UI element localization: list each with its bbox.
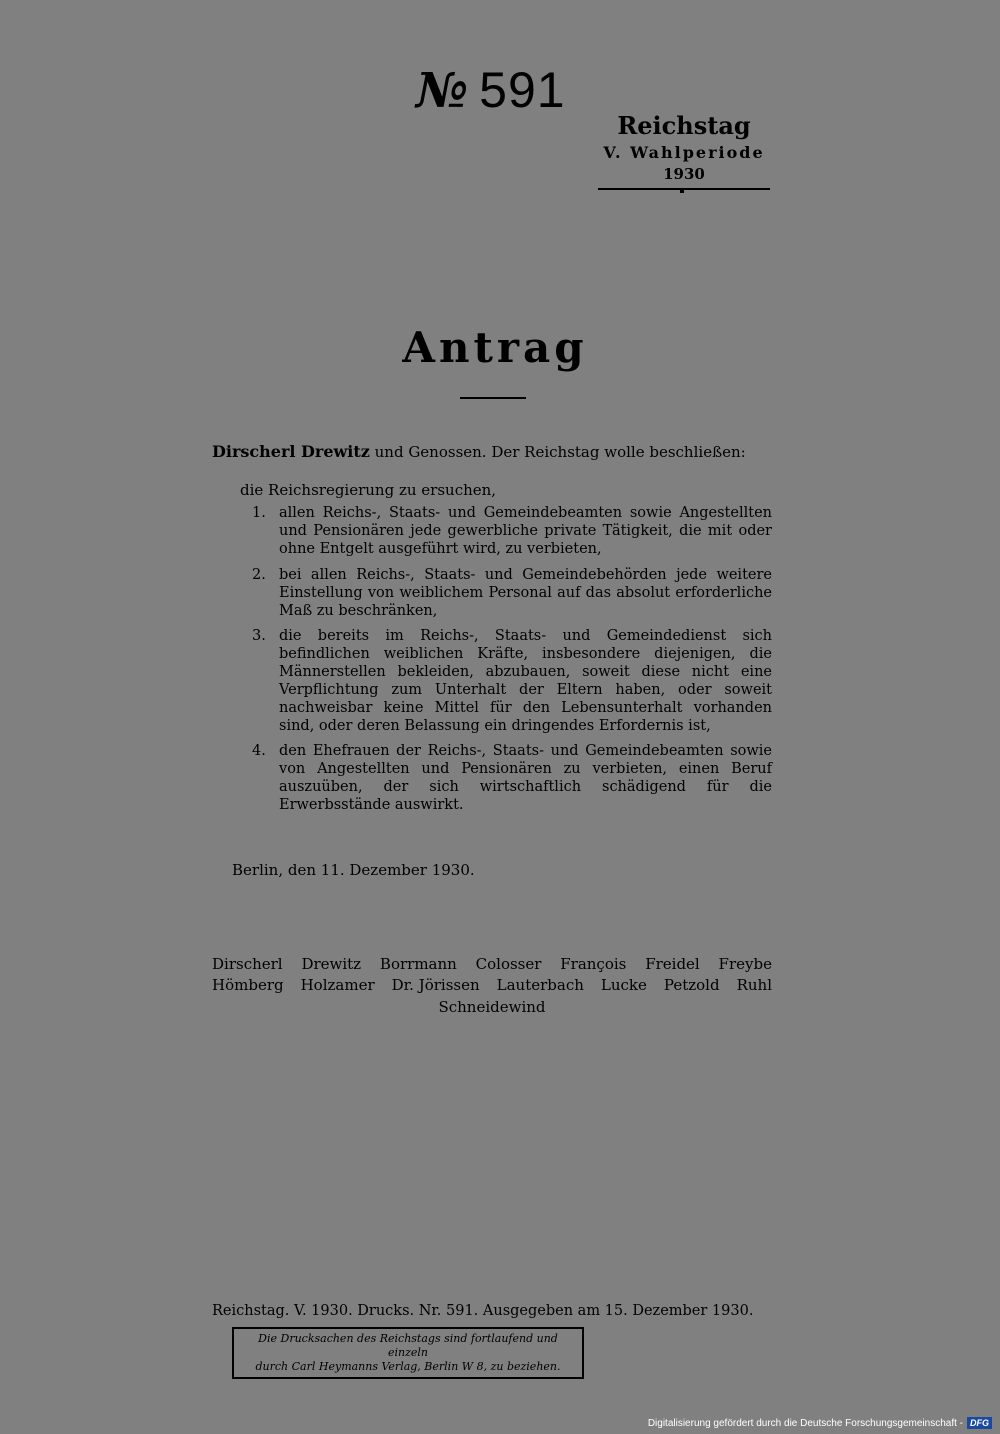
signatory-row bbox=[212, 974, 772, 996]
signatory: Schneidewind bbox=[438, 998, 546, 1016]
distribution-note bbox=[232, 1327, 584, 1379]
item-text: den Ehefrauen der Reichs-, Staats- und Gemeindebeamten sowie von Angestellten und Pensionären zu verbieten, einen Beruf auszuüben, der sich wirtschaftlich schädigend für die Erwerbsstände auswirkt. bbox=[279, 743, 772, 813]
signatory: Lauterbach bbox=[496, 976, 584, 994]
item-number: 1. bbox=[252, 505, 266, 521]
credit-text: Digitalisierung gefördert durch die Deutsche Forschungsgemeinschaft - bbox=[647, 1417, 963, 1429]
signatory: Ruhl bbox=[736, 976, 772, 994]
proposers: Dirscherl Drewitz bbox=[212, 442, 370, 461]
document-title: Antrag bbox=[402, 323, 588, 372]
list-item bbox=[252, 627, 772, 735]
signatory: Lucke bbox=[600, 976, 647, 994]
intro-line bbox=[212, 441, 746, 463]
body-name: Reichstag bbox=[617, 111, 751, 140]
signatory: Colosser bbox=[475, 955, 542, 973]
signatory: Holzamer bbox=[300, 976, 375, 994]
reichstag-header-box bbox=[598, 112, 770, 190]
signatory: Dirscherl bbox=[212, 955, 283, 973]
item-text: die bereits im Reichs-, Staats- und Gemeindedienst sich befindlichen weiblichen Kräfte, insbesondere diejenigen, die Männerstellen bekleiden, abzubauen, soweit diese nicht eine Verpflichtung zum Unterhalt der Eltern haben, oder soweit nachweisbar keine Mittel für den Lebensunterhalt vorhanden sind, oder deren Belassung ein dringendes Erfordernis ist, bbox=[279, 628, 772, 734]
request-intro: die Reichsregierung zu ersuchen, bbox=[240, 481, 497, 499]
digitization-credit bbox=[648, 1417, 992, 1429]
list-item bbox=[252, 504, 772, 558]
list-item bbox=[252, 742, 772, 814]
intro-rest: und Genossen. Der Reichstag wolle beschließen: bbox=[374, 443, 746, 461]
item-text: bei allen Reichs-, Staats- und Gemeindebehörden jede weitere Einstellung von weiblichem Personal auf das absolut erforderliche Maß zu beschränken, bbox=[279, 567, 772, 619]
place-date: Berlin, den 11. Dezember 1930. bbox=[232, 861, 475, 879]
signatory: Petzold bbox=[663, 976, 720, 994]
header-year: 1930 bbox=[663, 165, 705, 183]
dfg-logo-icon: DFG bbox=[967, 1417, 992, 1429]
numero-sign: № bbox=[416, 63, 470, 119]
distribution-note-line: Die Drucksachen des Reichstags sind fortlaufend und einzeln bbox=[258, 1332, 558, 1359]
item-number: 3. bbox=[252, 628, 266, 644]
signatory: Hömberg bbox=[212, 976, 284, 994]
distribution-note-line: durch Carl Heymanns Verlag, Berlin W 8, zu beziehen. bbox=[255, 1360, 561, 1373]
signatory: Freidel bbox=[645, 955, 700, 973]
signatory: François bbox=[560, 955, 627, 973]
document-number-value: 591 bbox=[479, 62, 566, 118]
signatory: Dr. Jörissen bbox=[391, 976, 480, 994]
signatory: Drewitz bbox=[301, 955, 362, 973]
signatory: Borrmann bbox=[379, 955, 457, 973]
item-number: 4. bbox=[252, 743, 266, 759]
item-number: 2. bbox=[252, 567, 266, 583]
signatory: Freybe bbox=[718, 955, 772, 973]
item-text: allen Reichs-, Staats- und Gemeindebeamten sowie Angestellten und Pensionären jede gewerbliche private Tätigkeit, die mit oder ohne Entgelt ausgeführt wird, zu verbieten, bbox=[279, 505, 772, 557]
legislative-period: V. Wahlperiode bbox=[603, 143, 765, 162]
signatory-row bbox=[212, 953, 772, 975]
title-divider bbox=[460, 397, 526, 399]
print-footer: Reichstag. V. 1930. Drucks. Nr. 591. Ausgegeben am 15. Dezember 1930. bbox=[212, 1303, 754, 1319]
header-rule bbox=[598, 188, 770, 190]
document-number bbox=[416, 62, 566, 119]
list-item bbox=[252, 566, 772, 620]
